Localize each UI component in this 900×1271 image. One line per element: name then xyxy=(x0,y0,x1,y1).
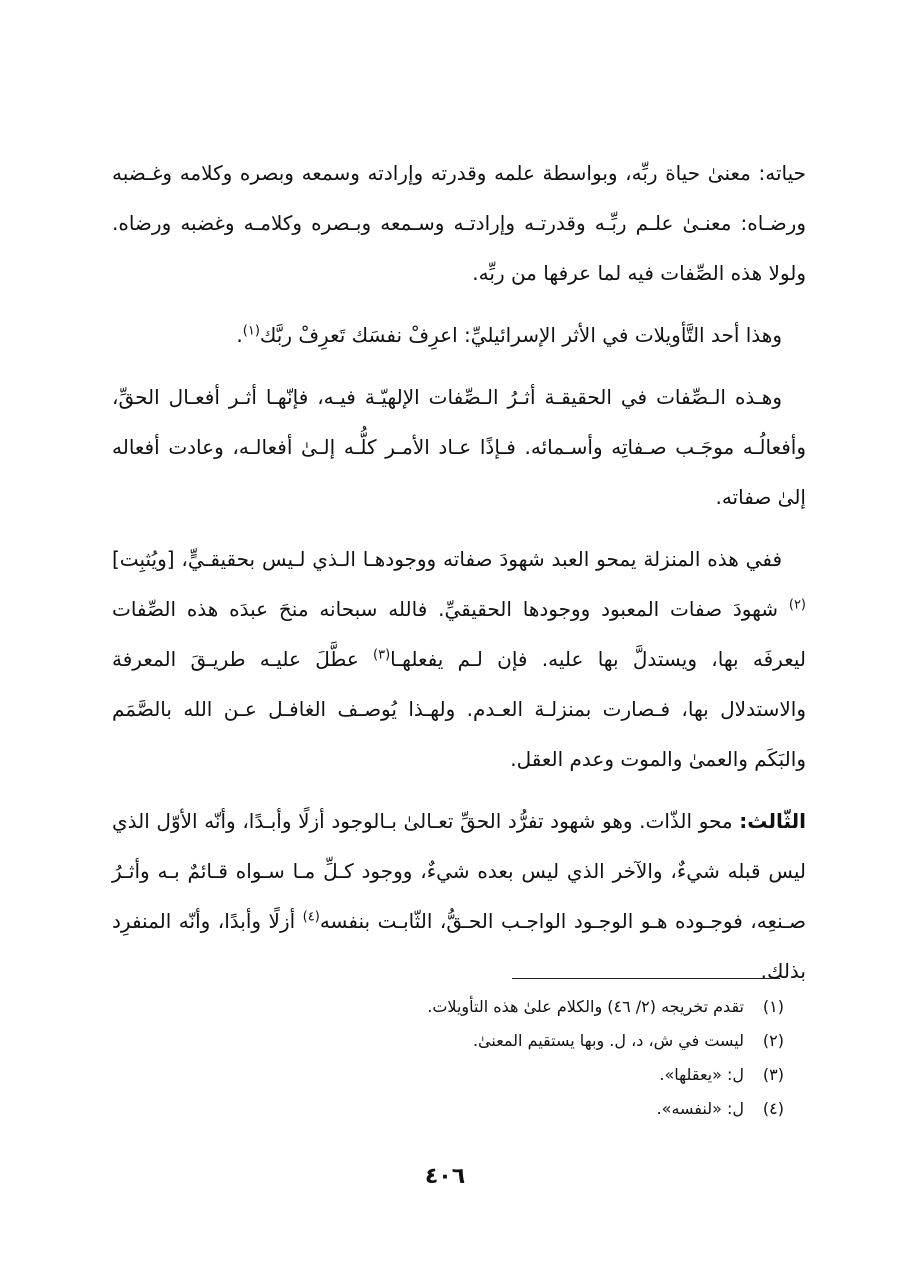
paragraph-5-text: محو الذّات. وهو شهود تفرُّد الحقِّ تعـالىٰ بـالوجود أزلًا وأبـدًا، وأنّه الأوّل الذي ليس قبله شيءٌ، والآخر الذي ليس بعده شيءٌ، ووجود كـلِّ مـا سـواه قـائمٌ بـه وأثـرُ صـنعِه، فوجـوده هـو الوجـود الواجـب الحـقُّ، الثّابـت بنفسه xyxy=(112,809,806,933)
paragraph-5-lead: الثّالث: xyxy=(739,809,806,833)
footnote-marker-3: (٣) xyxy=(373,647,391,663)
main-text xyxy=(112,148,806,1008)
footnote-marker-2: (٢) xyxy=(788,597,806,613)
footnote-2-text: ليست في ش، د، ل. وبها يستقيم المعنىٰ. xyxy=(472,1031,744,1050)
footnote-separator xyxy=(512,978,780,979)
footnote-1-number: (١) xyxy=(762,997,784,1016)
footnote-4 xyxy=(112,1092,784,1126)
footnote-3 xyxy=(112,1058,784,1092)
paragraph-5 xyxy=(112,796,806,996)
paragraph-5-tail: أزلًا وأبدًا، وأنّه المنفرِد بذلك. xyxy=(112,909,806,983)
footnotes xyxy=(112,990,784,1126)
paragraph-4-text: ففي هذه المنزلة يمحو العبد شهودَ صفاته ووجودهـا الـذي لـيس بحقيقـيٍّ، [ويُثبِت] xyxy=(112,547,782,571)
paragraph-3-text: وهـذه الـصِّفات في الحقيقـة أثـرُ الـصِّفات الإلهيّـة فيـه، فإنّهـا أثـر أفعـال الحقِّ، وأفعالُـه موجَـب صـفاتِه وأسـمائه. فـإذًا عـاد الأمـر كلُّـه إلـىٰ أفعالـه، وعادت أفعاله إلىٰ صفاته. xyxy=(112,385,806,509)
paragraph-2-tail: . xyxy=(236,323,243,347)
paragraph-4-middle: شهودَ صفات المعبود ووجودها الحقيقيِّ. فالله سبحانه منحَ عبدَه هذه الصِّفات ليعرفَه بها، ويستدلَّ بها عليه. فإن لـم يفعلهـا xyxy=(112,597,806,671)
footnote-4-text: ل: «لنفسه». xyxy=(656,1099,744,1118)
paragraph-2-text: وهذا أحد التَّأويلات في الأثر الإسرائيليِّ: اعرِفْ نفسَك تَعرِفْ ربَّك xyxy=(259,323,782,347)
paragraph-1 xyxy=(112,148,806,298)
paragraph-2 xyxy=(112,310,806,360)
footnote-3-number: (٣) xyxy=(762,1065,784,1084)
footnote-1 xyxy=(112,990,784,1024)
footnote-2 xyxy=(112,1024,784,1058)
page-number: ٤٠٦ xyxy=(424,1164,466,1189)
footnote-1-text: تقدم تخريجه (٢/ ٤٦) والكلام علىٰ هذه التأويلات. xyxy=(427,997,744,1016)
footnote-marker-4: (٤) xyxy=(302,909,320,925)
paragraph-4-tail: عطَّلَ عليـه طريـقَ المعرفة والاستدلال بها، فـصارت بمنزلـة العـدم. ولهـذا يُوصـف الغافـل عـن الله بالصَّمَم والبَكَم والعمىٰ والموت وعدم العقل. xyxy=(112,647,806,771)
footnote-marker-1: (١) xyxy=(242,323,260,339)
paragraph-3 xyxy=(112,372,806,522)
footnote-4-number: (٤) xyxy=(762,1099,784,1118)
footnote-2-number: (٢) xyxy=(762,1031,784,1050)
footnote-3-text: ل: «يعقلها». xyxy=(659,1065,744,1084)
paragraph-1-text: حياته: معنىٰ حياة ربِّه، وبواسطة علمه وقدرته وإرادته وسمعه وبصره وكلامه وغـضبه ورضـاه: معنـىٰ علـم ربِّـه وقدرتـه وإرادتـه وسـمعه وبـصره وكلامـه وغضبه ورضاه. ولولا هذه الصِّفات فيه لما عرفها من ربِّه. xyxy=(112,161,806,285)
paragraph-4 xyxy=(112,534,806,784)
